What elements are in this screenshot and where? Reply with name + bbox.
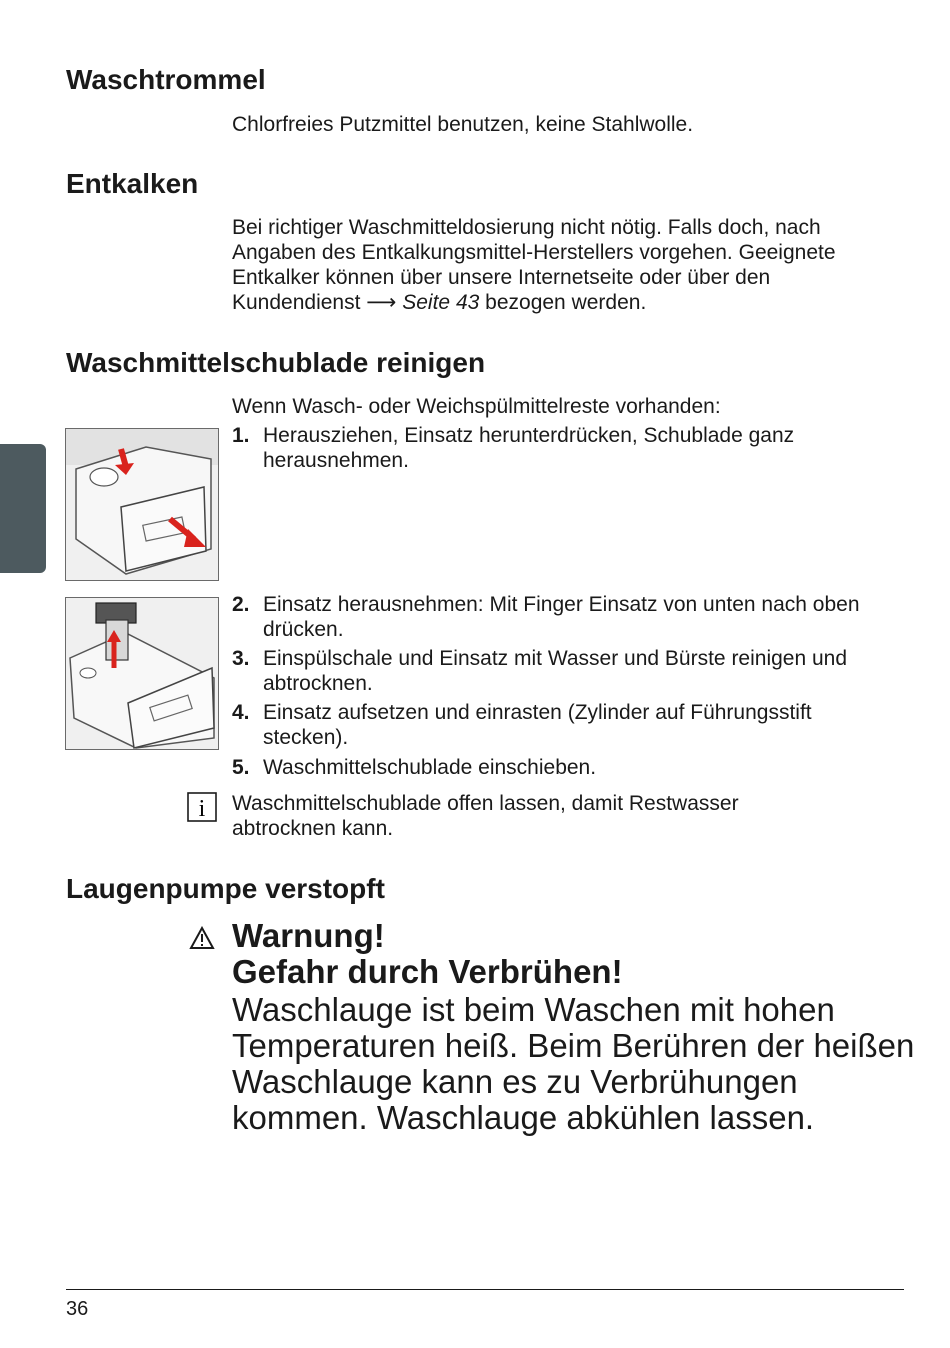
reference-arrow-icon: ⟶: [366, 291, 397, 314]
section-title-waschtrommel: Waschtrommel: [66, 64, 266, 95]
warning-title: [232, 918, 623, 990]
entkalken-line-3: Entkalker können über unsere Internetseite oder über den: [232, 266, 771, 289]
step-number: 3.: [232, 647, 250, 670]
section-title-laugenpumpe: Laugenpumpe verstopft: [66, 873, 385, 904]
step-number: 1.: [232, 424, 250, 447]
entkalken-line-4-suffix: bezogen werden.: [485, 291, 647, 314]
step-5: [232, 755, 882, 780]
entkalken-line-2: Angaben des Entkalkungsmittel-Herstellers vorgehen. Geeignete: [232, 241, 836, 264]
step-3: [232, 646, 882, 696]
drawer-pull-illustration: [65, 428, 219, 581]
entkalken-line-1: Bei richtiger Waschmitteldosierung nicht nötig. Falls doch, nach: [232, 216, 821, 239]
step-1: [232, 423, 882, 473]
step-number: 2.: [232, 593, 250, 616]
step-text: Waschmittelschublade einschieben.: [263, 756, 597, 779]
entkalken-line-4: [232, 290, 902, 315]
warning-title-line-1: Warnung!: [232, 917, 385, 954]
section-title-schublade: Waschmittelschublade reinigen: [66, 347, 486, 378]
entkalken-line-4-prefix: Kundendienst: [232, 291, 361, 314]
footer-divider: [66, 1289, 904, 1290]
warning-triangle-icon: [189, 926, 215, 950]
section-title-entkalken: Entkalken: [66, 168, 199, 199]
warning-title-line-2: Gefahr durch Verbrühen!: [232, 953, 623, 990]
info-icon: [187, 792, 217, 822]
waschtrommel-text: Chlorfreies Putzmittel benutzen, keine Stahlwolle.: [232, 113, 694, 136]
chapter-tab: [0, 444, 46, 573]
schublade-intro: Wenn Wasch- oder Weichspülmittelreste vorhanden:: [232, 395, 721, 418]
page-number: 36: [66, 1298, 89, 1320]
step-text: Herausziehen, Einsatz herunterdrücken, Schublade ganz herausnehmen.: [263, 424, 795, 472]
warning-body: Waschlauge ist beim Waschen mit hohen Temperaturen heiß. Beim Berühren der heißen Waschlauge kann es zu Verbrühungen kommen. Waschlauge abkühlen lassen.: [232, 991, 915, 1136]
step-number: 4.: [232, 701, 250, 724]
step-4: [232, 700, 882, 750]
step-number: 5.: [232, 756, 250, 779]
page-reference-link[interactable]: Seite 43: [402, 291, 480, 314]
insert-removal-illustration: [65, 597, 219, 750]
entkalken-text: [232, 215, 902, 315]
step-text: Einsatz aufsetzen und einrasten (Zylinder auf Führungsstift stecken).: [263, 701, 812, 749]
step-2: [232, 592, 882, 642]
step-text: Einsatz herausnehmen: Mit Finger Einsatz von unten nach oben drücken.: [263, 593, 860, 641]
info-text: Waschmittelschublade offen lassen, damit Restwasser abtrocknen kann.: [232, 792, 739, 840]
step-text: Einspülschale und Einsatz mit Wasser und Bürste reinigen und abtrocknen.: [263, 647, 848, 695]
svg-text:i: i: [198, 796, 206, 822]
